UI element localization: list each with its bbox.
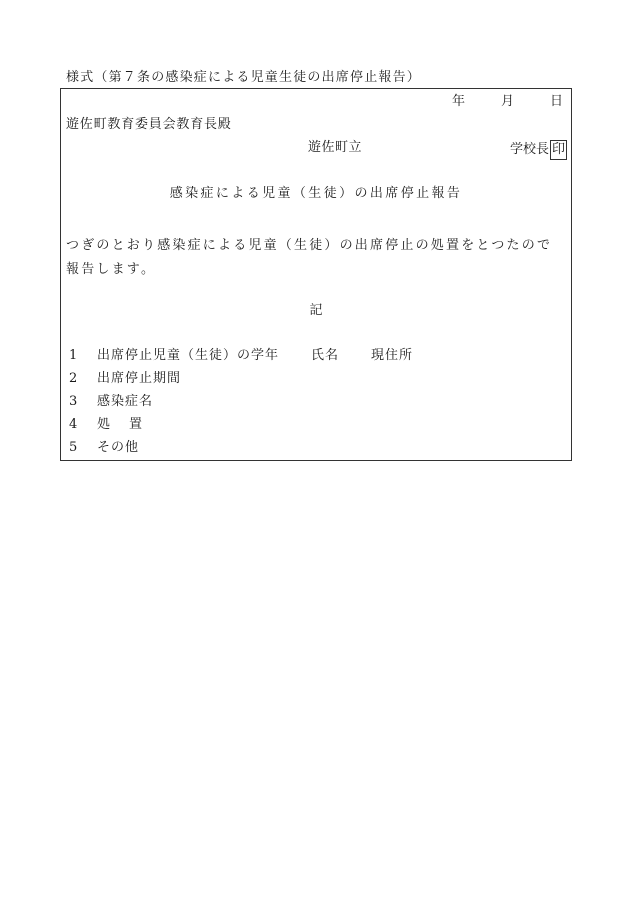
item-number: 1: [69, 348, 79, 363]
body-text: つぎのとおり感染症による児童（生徒）の出席停止の処置をとつたので報告します。: [66, 238, 553, 277]
school-name-prefix: 遊佐町立: [308, 140, 363, 155]
date-row: [452, 94, 563, 110]
item-text: 処: [97, 417, 112, 432]
item-address-field: 現住所: [371, 348, 414, 363]
item-name-field: 氏名: [311, 348, 340, 363]
report-form-box: [60, 88, 572, 461]
item-number: 4: [69, 417, 79, 432]
list-item: [69, 440, 413, 463]
item-text: 出席停止期間: [97, 371, 182, 386]
addressee: 遊佐町教育委員会教育長殿: [66, 117, 232, 132]
item-number: 5: [69, 440, 79, 455]
item-text: 出席停止児童（生徒）の学年: [97, 348, 280, 363]
principal-signature: [510, 140, 567, 160]
item-text: 感染症名: [97, 394, 154, 409]
principal-title: 学校長: [509, 142, 549, 157]
item-number: 2: [69, 371, 79, 386]
item-text: その他: [97, 440, 140, 455]
list-item: [69, 417, 413, 440]
date-month-label: 月: [500, 94, 514, 109]
list-item: [69, 348, 413, 371]
ki-heading: 記: [309, 303, 323, 318]
list-item: [69, 394, 413, 417]
list-item: [69, 371, 413, 394]
report-title: 感染症による児童（生徒）の出席停止報告: [169, 186, 463, 201]
form-label: 様式（第７条の感染症による児童生徒の出席停止報告）: [66, 70, 422, 85]
item-number: 3: [69, 394, 79, 409]
date-day-label: 日: [549, 94, 563, 109]
item-text: 置: [129, 417, 144, 432]
seal-box: 印: [550, 140, 567, 160]
item-list: [69, 348, 413, 463]
date-year-label: 年: [451, 94, 465, 109]
